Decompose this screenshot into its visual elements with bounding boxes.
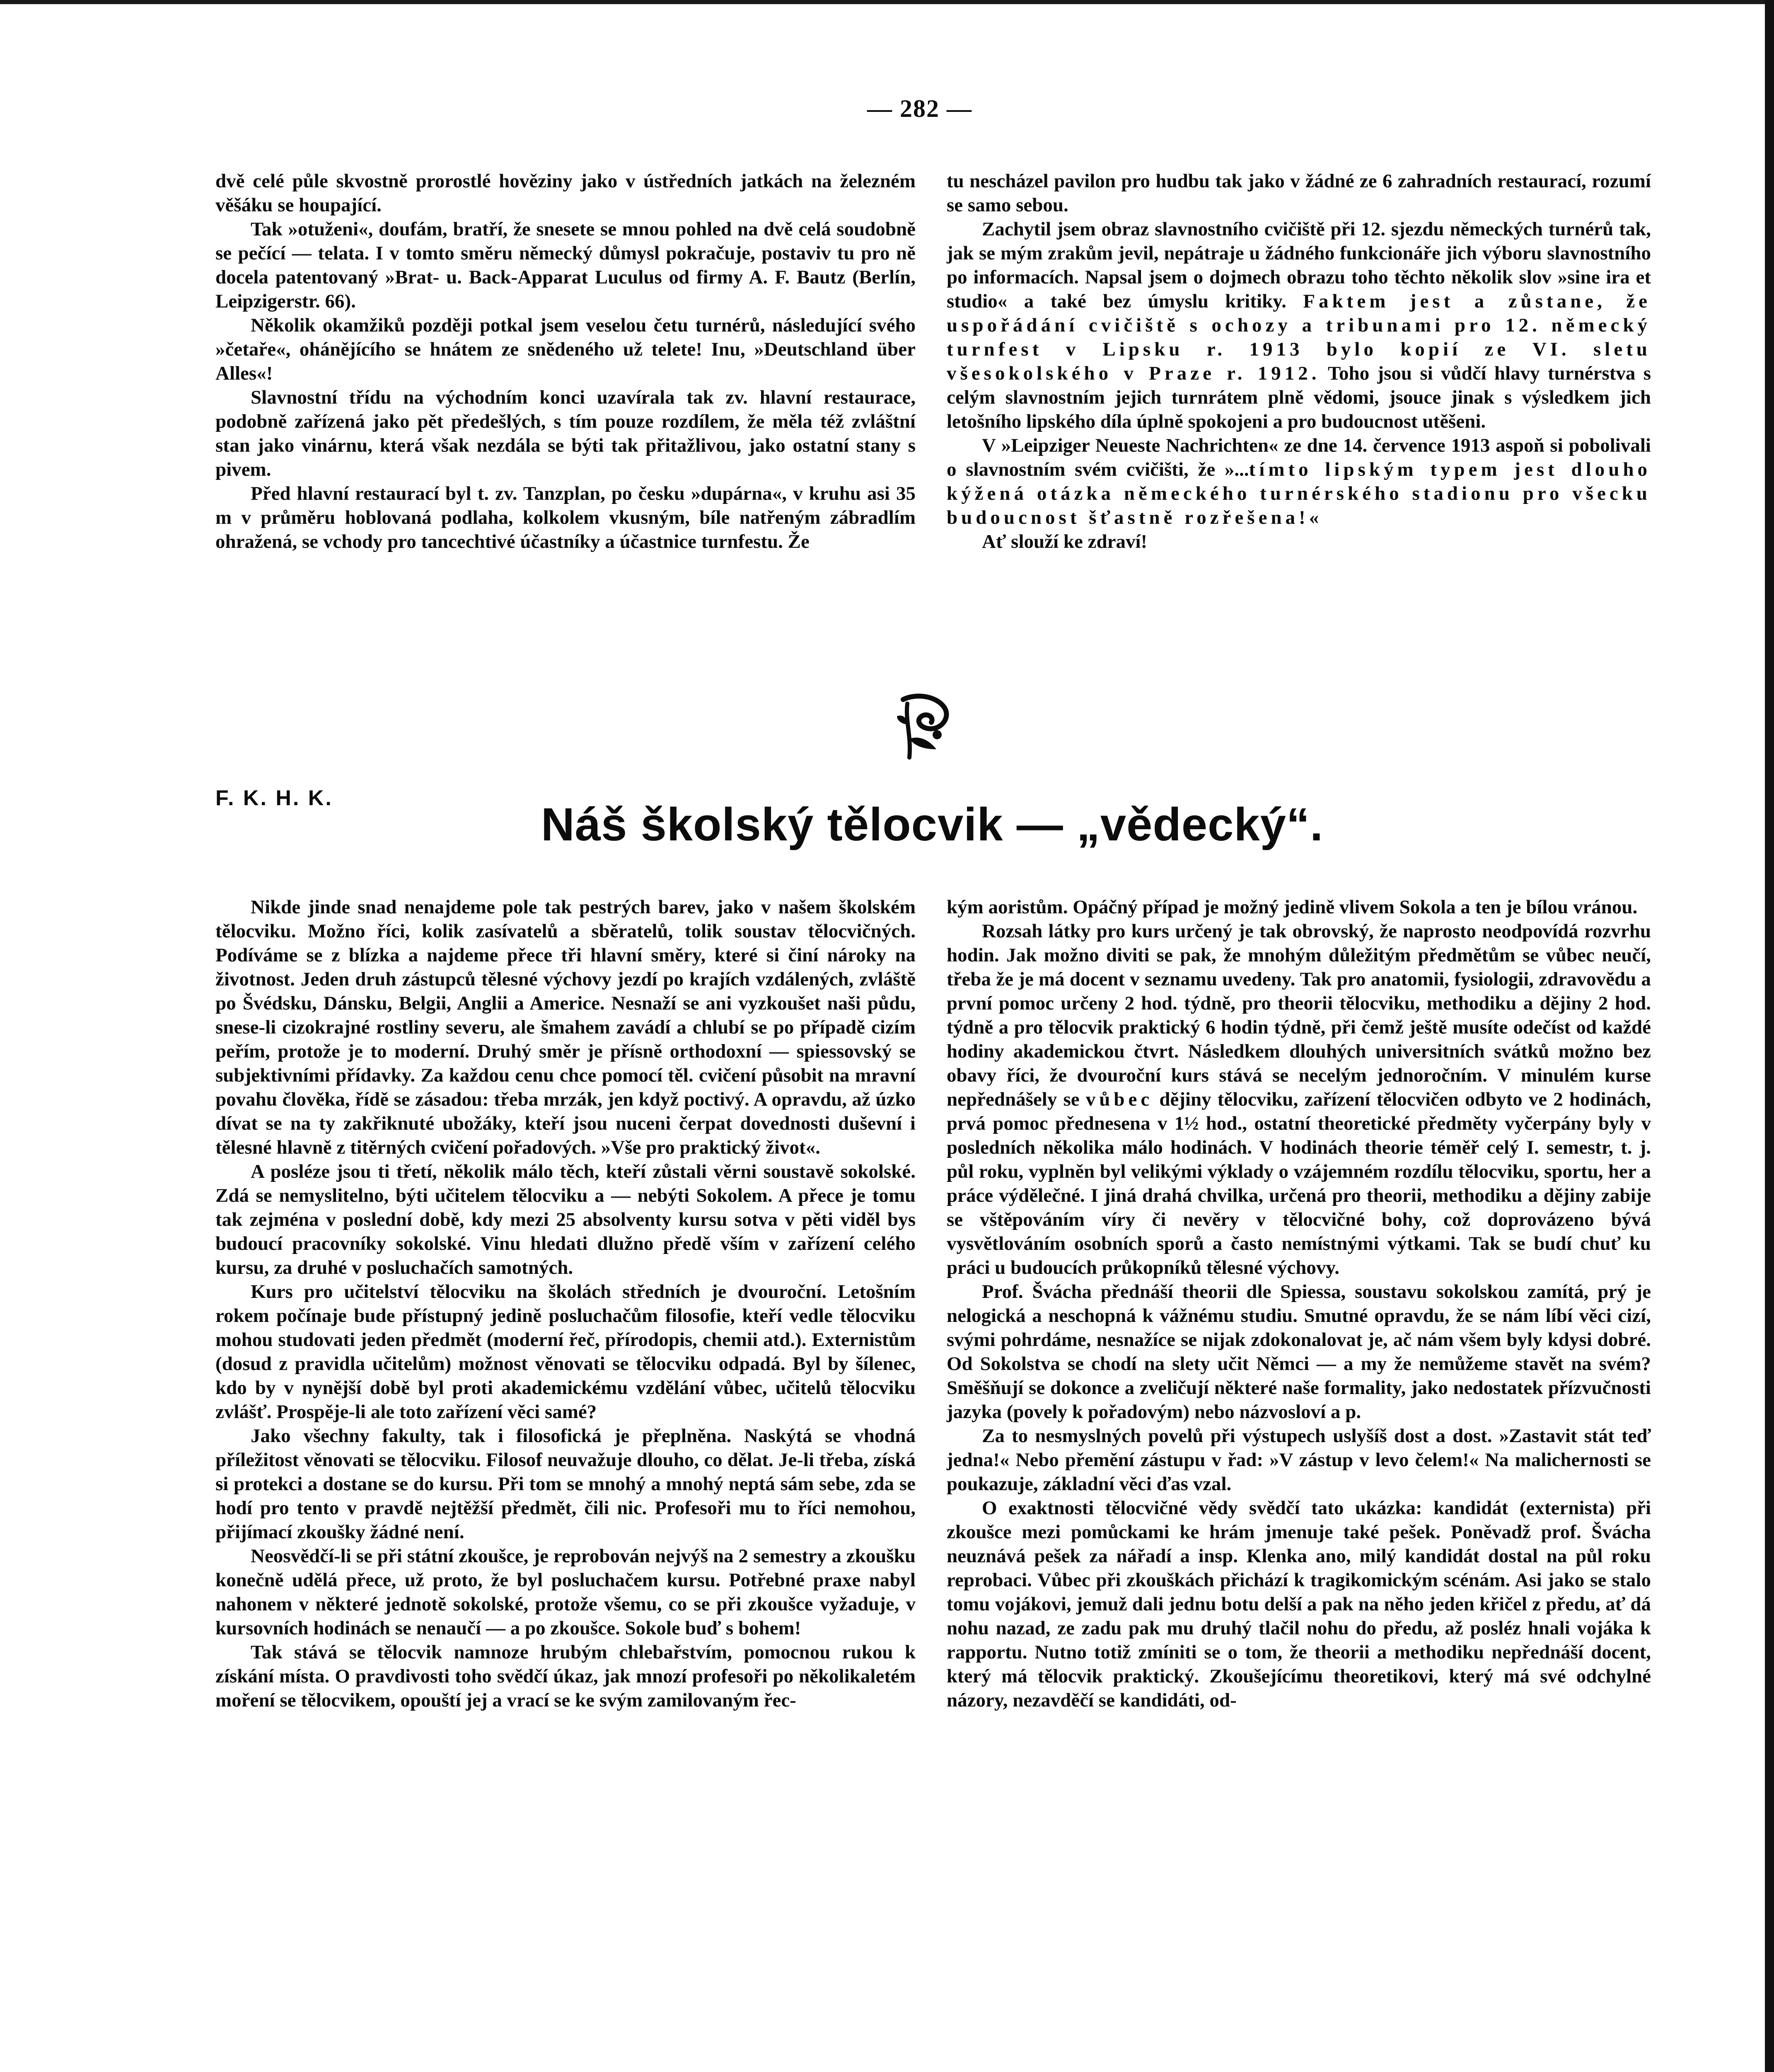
sign-off: Ať slouží ke zdraví! <box>982 531 1148 552</box>
paragraph: Nikde jinde snad nenajdeme pole tak pestrých barev, jako v našem školském tělocviku. Možno říci, kolik zasívatelů a sběratelů, tolik soustav tělocvičných. Podíváme se z blízka a najdeme přece tři hlavní směry, které si činí nároky na životnost. Jeden druh zástupců tělesné výchovy jezdí po krajích vzdálených, zvláště po Švédsku, Dánsku, Belgii, Anglii a Americe. Nesnaží se ani vyzkoušet naši půdu, snese-li cizokrajné rostliny severu, ale šmahem zavádí a chlubí se po případě cizím peřím, protože je to moderní. Druhý směr je přísně orthodoxní — spiessovský se subjektivními přídavky. Za každou cenu chce pomocí těl. cvičení působit na mravní povahu člověka, řídě se zásadou: třeba mrzák, jen když poctivý. A opravdu, až úzko dívat se na ty zakřiknuté ubožáky, kteří jsou nuceni čerpat dovednosti duševní i tělesné hlavně z titěrných cvičení pořadových. »Vše pro praktický život«. <box>215 896 916 1158</box>
paragraph: Neosvědčí-li se při státní zkoušce, je reprobován nejvýš na 2 semestry a zkoušku konečně udělá přece, už proto, že byl posluchačem kursu. Potřebné praxe nabyl nahonem v některé jednotě sokolské, protože všemu, co se při zkoušce vyžaduje, v kursovních hodinách se nenaučí — a po zkoušce. Sokole buď s bohem! <box>215 1545 916 1639</box>
text-run: Toho jsou si vůdčí hlavy turnérstva s celým slavnostním jejich turnrátem plně vědomi, jsouce jinak s výsledkem jich letošního lipského díla úplně spokojeni a pro budoucnost utěšeni. <box>947 363 1651 432</box>
article-title: Náš školský tělocvik — „vědecký“. <box>541 799 1324 850</box>
text-run: dějiny tělocviku, zařízení tělocvičen odbyto ve 2 hodinách, prvá pomoc přednesena v 1½ hod., ostatní theoretické předměty vyčerpány byly v posledních několika málo hodinách. V hodinách theorie téměř celý I. semestr, t. j. půl roku, vyplněn byl velikými výklady o vzájemném rozdílu tělocviku, sportu, her a práce výdělečné. I jiná drahá chvilka, určená pro theorii, methodiku a dějiny zabije se vštěpováním víry či nevěry v tělocvičné bohy, což doprovázeno bývá vysvětlováním osobních sporů a často nemístnými výtkami. Tak se budí chuť ku práci u budoucích průkopníků tělesné výchovy. <box>947 1089 1651 1278</box>
paragraph: Prof. Švácha přednáší theorii dle Spiessa, soustavu sokolskou zamítá, prý je nelogická a neschopná k vážnému studiu. Smutné opravdu, že se nám líbí věci cizí, svými pohrdáme, nesnažíce se nijak zdokonalovat je, ač nám všem byly kdysi dobré. Od Sokolstva se chodí na slety učit Němci — a my že nemůžeme stavět na svém? Směšňují se dokonce a zveličují některé naše formality, jako nedostatek přízvučnosti jazyka (povely k pořadovým) nebo názvosloví a p. <box>947 1281 1651 1423</box>
article2-right-column <box>947 895 1651 1712</box>
scan-edge-right <box>1765 0 1774 2072</box>
paragraph: Tak »otuženi«, doufám, bratří, že snesete se mnou pohled na dvě celá soudobně se pečící — telata. I v tomto směru německý důmysl pokračuje, postaviv tu pro ně docela patentovaný »Brat- u. Back-Apparat Luculus od firmy A. F. Bautz (Berlín, Leipzigerstr. 66). <box>215 218 916 312</box>
page-number: — 282 — <box>867 95 972 122</box>
spaced-emphasis: tímto lipským typem jest dlouho kýžená otázka německého turnérského stadionu pro všecku budoucnost šťastně rozřešena! <box>947 459 1651 528</box>
paragraph: Před hlavní restaurací byl t. zv. Tanzplan, po česku »dupárna«, v kruhu asi 35 m v průměru hoblovaná podlaha, kolkolem vkusným, bíle natřeným zábradlím ohražená, se vchody pro tancechtivé účastníky a účastnice turnfestu. Že <box>215 483 916 552</box>
text-run: Zachytil jsem obraz slavnostního cvičiště při 12. sjezdu německých turnérů tak, jak se mým zrakům jevil, nepátraje u žádného funkcionáře jich výboru slavnostního po informacích. Napsal jsem o dojmech obrazu toho těchto několik slov »sine ira et studio« a také bez úmyslu kritiky. <box>947 218 1651 312</box>
paragraph: O exaktnosti tělocvičné vědy svědčí tato ukázka: kandidát (externista) při zkoušce mezi pomůckami ke hrám jmenuje také pešek. Poněvadž prof. Švácha neuznává pešek za nářadí a insp. Klenka ano, milý kandidát dostal na půl roku reprobaci. Vůbec při zkouškách přichází k tragikomickým scénám. Asi jako se stalo tomu vojákovi, jemuž dali jednu botu delší a pak na něho jeden křičel z předu, ať dá nohu nazad, ze zadu pak mu druhý tlačil nohu do předu, až posléz hnali vojáka k rapportu. Nutno totiž zmíniti se o tom, že theorii a methodiku nepřednáší docent, který má tělocvik praktický. Zkoušejícímu theoretikovi, který má své odchylné názory, nezavděčí se kandidáti, od- <box>947 1497 1651 1711</box>
paragraph: Jako všechny fakulty, tak i filosofická je přeplněna. Naskýtá se vhodná příležitost věnovati se tělocviku. Filosof neuvažuje dlouho, co dělat. Je-li třeba, získá si protekci a dostane se do kursu. Při tom se mnohý a mnohý neptá sám sebe, zda se hodí pro tento v pravdě nejtěžší předmět, čili nic. Profesoři mu to říci nemohou, přijímací zkoušky žádné není. <box>215 1425 916 1543</box>
spaced-emphasis: Faktem jest a zůstane, že uspořádání cvičiště s ochozy a tribunami pro 12. německý turnfest v Lipsku r. 1913 bylo kopií ze VI. sletu všesokolského v Praze r. 1912. <box>947 290 1651 384</box>
paragraph: kým aoristům. Opáčný případ je možný jedině vlivem Sokola a ten je bílou vránou. <box>947 896 1638 918</box>
text-run: V »Leipziger Neueste Nachrichten« ze dne 14. července 1913 aspoň si pobolivali o slavnostním svém cvičišti, že »... <box>947 435 1651 480</box>
scan-edge-top <box>0 0 1774 4</box>
paragraph <box>947 919 1651 1280</box>
text-run: Rozsah látky pro kurs určený je tak obrovský, že naprosto neodpovídá rozvrhu hodin. Jak možno diviti se pak, že mnohým důležitým předmětům se vůbec neučí, třeba že je má docent v seznamu uvedeny. Tak pro anatomii, fysiologii, zdravovědu a první pomoc určeny 2 hod. týdně, pro theorii tělocviku, methodiku a dějiny 2 hod. týdně a pro tělocvik praktický 6 hodin týdně, při čemž ještě musíte odečíst od každé hodiny akademickou čtvrt. Následkem dlouhých universitních svátků možno bez obavy říci, že dvouroční kurs stává se necelým jednoročním. V minulém kurse nepřednášely se <box>947 920 1651 1110</box>
text-run: « <box>1309 507 1319 528</box>
paragraph <box>947 433 1651 530</box>
fleuron-icon <box>891 691 953 762</box>
paragraph: Slavnostní třídu na východním konci uzavírala tak zv. hlavní restaurace, podobně zařízená jako pět předešlých, s tím pouze rozdílem, že měla též zvláštní stan jako vinárnu, která však nezdála se býti tak přitažlivou, jako ostatní stany s pivem. <box>215 387 916 480</box>
paragraph <box>947 217 1651 433</box>
article1-right-column <box>947 169 1651 554</box>
paragraph: Tak stává se tělocvik namnoze hrubým chlebařstvím, pomocnou rukou k získání místa. O pravdivosti toho svědčí úkaz, jak mnozí profesoři po několikaletém moření se tělocvikem, opouští jej a vrací se ke svým zamilovaným řec- <box>215 1641 916 1711</box>
paragraph: tu nescházel pavilon pro hudbu tak jako v žádné ze 6 zahradních restaurací, rozumí se samo sebou. <box>947 170 1651 216</box>
spaced-emphasis: vůbec <box>1085 1089 1153 1110</box>
article2-left-column <box>215 895 916 1712</box>
paragraph: Kurs pro učitelství tělocviku na školách středních je dvouroční. Letošním rokem počínaje bude přístupný jedině posluchačům filosofie, kteří vedle tělocviku mohou studovati jeden předmět (moderní řeč, přírodopis, chemii atd.). Externistům (dosud z pravidla učitelům) možnost věnovati se tělocviku odpadá. Byl by šílenec, kdo by v nynější době byl proti akademickému vzdělání vůbec, učitelů tělocviku zvlášť. Prospěje-li ale toto zařízení věci samé? <box>215 1281 916 1423</box>
paragraph: A posléze jsou ti třetí, několik málo těch, kteří zůstali věrni soustavě sokolské. Zdá se nemyslitelno, býti učitelem tělocviku a — nebýti Sokolem. A přece je tomu tak zejména v poslední době, kdy mezi 25 absolventy kursu sotva v pěti viděl bys budoucí pracovníky sokolské. Vinu hledati dlužno předě vším v zařízení celého kursu, za druhé v posluchačích samotných. <box>215 1161 916 1278</box>
paragraph: dvě celé půle skvostně prorostlé hověziny jako v ústředních jatkách na železném věšáku se houpající. <box>215 170 916 216</box>
byline: F. K. H. K. <box>215 786 333 810</box>
paragraph: Několik okamžiků později potkal jsem veselou četu turnérů, následující svého »četaře«, ohánějícího se hnátem ze snědeného už telete! Inu, »Deutschland über Alles«! <box>215 315 916 384</box>
article1-left-column <box>215 169 916 554</box>
paragraph: Za to nesmyslných povelů při výstupech uslyšíš dost a dost. »Zastavit stát teď jedna!« Nebo přemění zástupu v řad: »V zástup v levo čelem!« Na malichernosti se poukazuje, základní věci ďas vzal. <box>947 1425 1651 1495</box>
